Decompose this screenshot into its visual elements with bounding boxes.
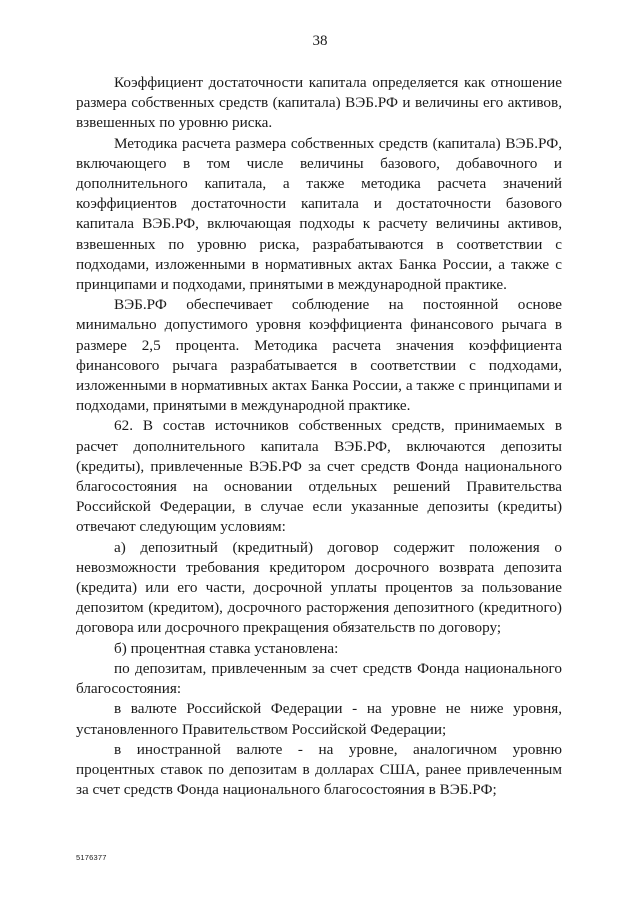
paragraph-rub-currency: в валюте Российской Федерации - на уровне не ниже уровня, установленного Правительством Российской Федерации; xyxy=(76,700,562,738)
paragraph-item-62: 62. В состав источников собственных средств, принимаемых в расчет дополнительного капитала ВЭБ.РФ, включаются депозиты (кредиты), привлеченные ВЭБ.РФ за счет средств Фонда национального благосостояния на основании отдельных решений Правительства Российской Федерации, в случае если указанные депозиты (кредиты) отвечают следующим условиям: xyxy=(76,417,562,536)
paragraph-leverage-ratio: ВЭБ.РФ обеспечивает соблюдение на постоянной основе минимально допустимого уровня коэффициента финансового рычага в размере 2,5 процента. Методика расчета значения коэффициента финансового рычага разрабатывается в соответствии с подходами, изложенными в нормативных актах Банка России, а также с принципами и подходами, принятыми в международной практике. xyxy=(76,296,562,415)
paragraph-condition-b: б) процентная ставка установлена: xyxy=(114,639,339,657)
paragraph-foreign-currency: в иностранной валюте - на уровне, аналогичном уровню процентных ставок по депозитам в долларах США, ранее привлеченным за счет средств Фонда национального благосостояния в ВЭБ.РФ; xyxy=(76,740,562,799)
page-number: 38 xyxy=(312,33,328,49)
paragraph-nwf-deposits: по депозитам, привлеченным за счет средств Фонда национального благосостояния: xyxy=(76,659,562,698)
document-body xyxy=(76,73,562,800)
paragraph-condition-a: а) депозитный (кредитный) договор содержит положения о невозможности требования кредитором досрочного возврата депозита (кредита) или его части, досрочной уплаты процентов за пользование депозитом (кредитом), досрочного расторжения депозитного (кредитного) договора или досрочного прекращения обязательств по договору; xyxy=(76,538,562,637)
paragraph-capital-ratio: Коэффициент достаточности капитала определяется как отношение размера собственных средств (капитала) ВЭБ.РФ и величины его активов, взвешенных по уровню риска. xyxy=(76,74,562,132)
footer-document-code: 5176377 xyxy=(76,853,107,862)
paragraph-calculation-method: Методика расчета размера собственных средств (капитала) ВЭБ.РФ, включающего в том числе величины базового, добавочного и дополнительного капитала, а также методика расчета значений коэффициентов достаточности капитала и достаточности базового капитала ВЭБ.РФ, включающая подходы к расчету величины активов, взвешенных по уровню риска, разрабатываются в соответствии с подходами, изложенными в нормативных актах Банка России, а также с принципами и подходами, принятыми в международной практике. xyxy=(76,134,562,294)
